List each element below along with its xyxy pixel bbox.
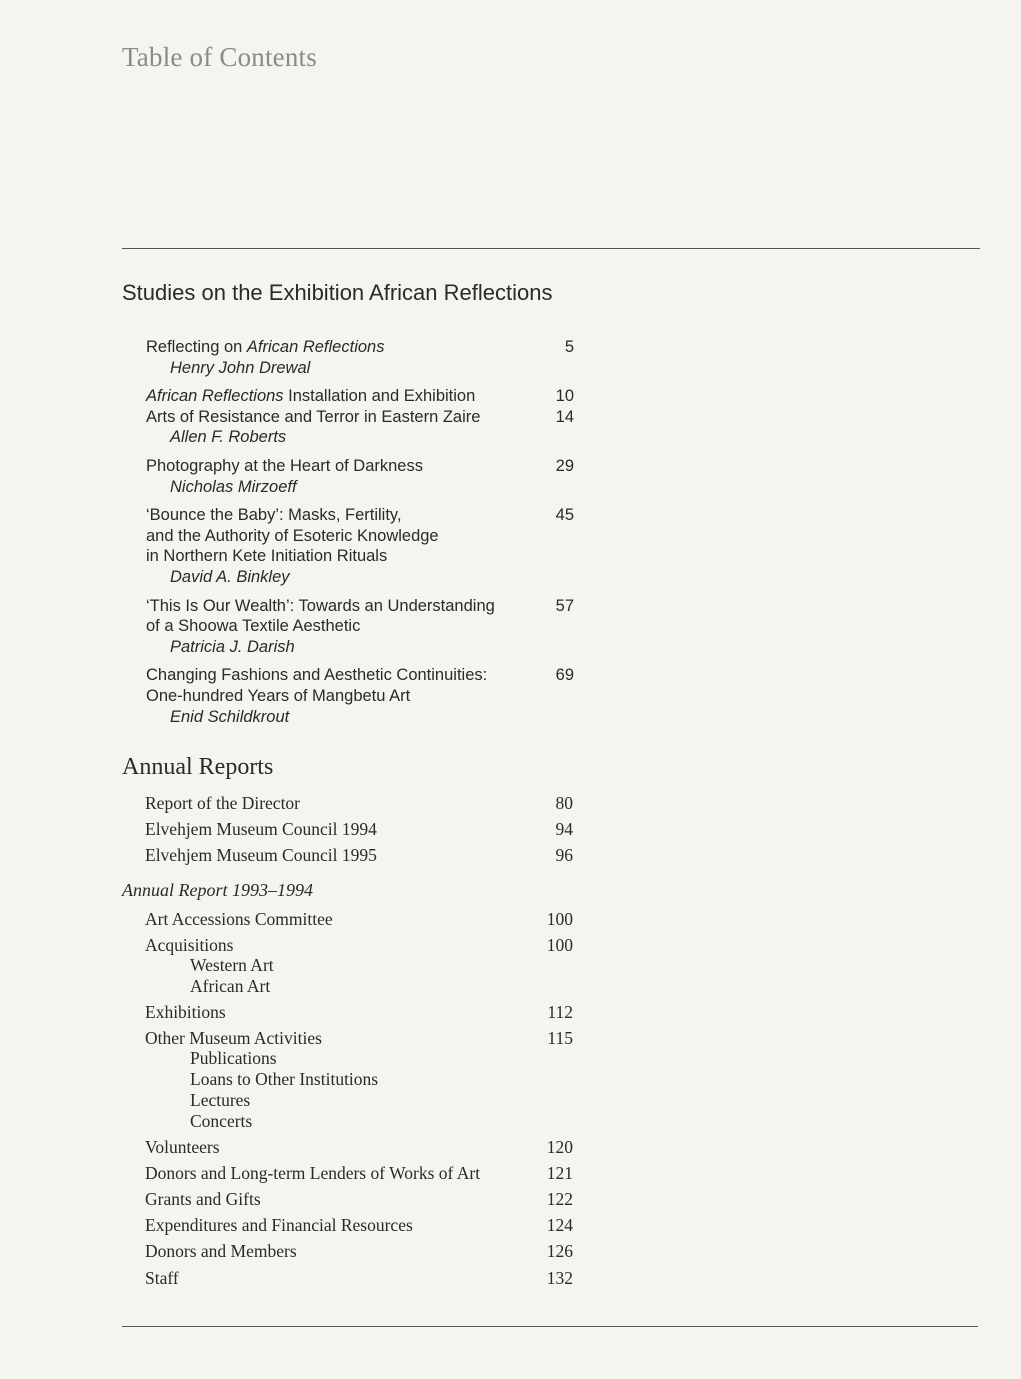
toc-entry-title: African Reflections Installation and Exhibition	[146, 387, 476, 406]
toc-entry-page: 10	[555, 387, 574, 406]
toc-row-page: 132	[546, 1267, 573, 1288]
toc-subrow: Concerts	[190, 1110, 253, 1131]
page-title: Table of Contents	[122, 42, 317, 72]
toc-row	[145, 1134, 575, 1160]
toc-row-page: 121	[546, 1162, 573, 1183]
toc-entry	[146, 456, 576, 497]
toc-row-page: 100	[546, 935, 573, 956]
toc-entry-author: Nicholas Mirzoeff	[170, 477, 297, 496]
toc-subrow: Publications	[190, 1048, 277, 1069]
section-annual-reports-title: Annual Reports	[122, 754, 274, 780]
annual-report-subhead: Annual Report 1993–1994	[122, 880, 313, 900]
toc-entry-page: 69	[555, 666, 574, 685]
toc-sublist	[145, 1048, 575, 1131]
toc-subrow: Lectures	[190, 1090, 251, 1110]
toc-row	[145, 842, 575, 868]
toc-entry-title: ‘Bounce the Baby’: Masks, Fertility,	[146, 506, 402, 525]
toc-entry-title: Arts of Resistance and Terror in Eastern Zaire	[146, 407, 481, 426]
toc-row-page: 120	[546, 1136, 573, 1157]
toc-row-page: 80	[555, 793, 573, 813]
toc-row	[145, 1238, 575, 1264]
toc-entry	[146, 407, 576, 448]
annual-report-list	[145, 906, 575, 1291]
toc-entry-page: 5	[564, 338, 574, 356]
studies-list	[146, 337, 576, 735]
toc-entry-author: Patricia J. Darish	[170, 637, 295, 656]
toc-row-label: Donors and Long-term Lenders of Works of Art	[145, 1162, 481, 1183]
toc-entry-title: ‘This Is Our Wealth’: Towards an Understanding	[146, 596, 495, 615]
toc-row-label: Elvehjem Museum Council 1995	[145, 845, 377, 866]
toc-row	[145, 999, 575, 1025]
toc-row	[145, 1265, 575, 1291]
bottom-divider	[122, 1326, 978, 1327]
toc-subrow: African Art	[190, 976, 271, 997]
toc-row-label: Elvehjem Museum Council 1994	[145, 819, 377, 840]
toc-row	[145, 790, 575, 816]
toc-row-label: Donors and Members	[145, 1241, 297, 1262]
toc-entry	[146, 386, 576, 407]
top-divider	[122, 248, 980, 249]
toc-entry-title: and the Authority of Esoteric Knowledge	[146, 526, 439, 545]
toc-row	[145, 1025, 575, 1051]
toc-entry-author: Enid Schildkrout	[170, 707, 290, 726]
toc-entry	[146, 337, 576, 378]
toc-entry-title: Reflecting on African Reflections	[146, 338, 385, 356]
toc-row	[145, 816, 575, 842]
toc-row-page: 115	[547, 1028, 573, 1049]
toc-entry-title: of a Shoowa Textile Aesthetic	[146, 617, 361, 636]
toc-row-label: Expenditures and Financial Resources	[145, 1215, 413, 1236]
toc-row	[145, 1212, 575, 1238]
toc-entry-page: 45	[555, 506, 574, 525]
toc-entry-title: Photography at the Heart of Darkness	[146, 456, 423, 475]
toc-entry-author: Henry John Drewal	[170, 358, 311, 377]
toc-row-page: 112	[547, 1002, 573, 1022]
toc-entry	[146, 505, 576, 587]
toc-row	[145, 1186, 575, 1212]
toc-entry-page: 57	[555, 596, 574, 615]
toc-row-label: Acquisitions	[145, 935, 234, 956]
toc-row-page: 94	[555, 819, 573, 840]
toc-entry-title: One-hundred Years of Mangbetu Art	[146, 686, 411, 705]
toc-row-label: Exhibitions	[145, 1002, 226, 1022]
section-studies-title: Studies on the Exhibition African Reflections	[122, 280, 553, 305]
toc-row	[145, 906, 575, 932]
toc-row-page: 124	[546, 1215, 573, 1236]
toc-row-page: 122	[546, 1189, 573, 1209]
toc-entry	[146, 596, 576, 658]
toc-entry	[146, 665, 576, 727]
toc-row	[145, 1160, 575, 1186]
toc-entry-title: in Northern Kete Initiation Rituals	[146, 547, 388, 566]
toc-row-page: 96	[555, 845, 573, 866]
toc-row-page: 126	[546, 1241, 573, 1262]
toc-row-label: Grants and Gifts	[145, 1189, 261, 1209]
toc-sublist	[145, 955, 575, 997]
toc-row-label: Other Museum Activities	[145, 1028, 322, 1049]
annual-reports-list	[145, 790, 575, 869]
toc-entry-page: 29	[555, 456, 574, 475]
toc-row-label: Volunteers	[145, 1136, 220, 1157]
toc-entry-page: 14	[555, 407, 574, 426]
toc-row-label: Report of the Director	[145, 793, 301, 813]
toc-subrow: Western Art	[190, 955, 274, 976]
toc-row-page: 100	[546, 909, 573, 929]
toc-entry-author: David A. Binkley	[170, 567, 290, 586]
toc-entry-title: Changing Fashions and Aesthetic Continuities:	[146, 666, 488, 685]
toc-row	[145, 932, 575, 958]
toc-row-label: Staff	[145, 1267, 179, 1288]
toc-subrow: Loans to Other Institutions	[190, 1069, 379, 1090]
toc-row-label: Art Accessions Committee	[145, 909, 333, 929]
toc-entry-author: Allen F. Roberts	[170, 428, 287, 447]
